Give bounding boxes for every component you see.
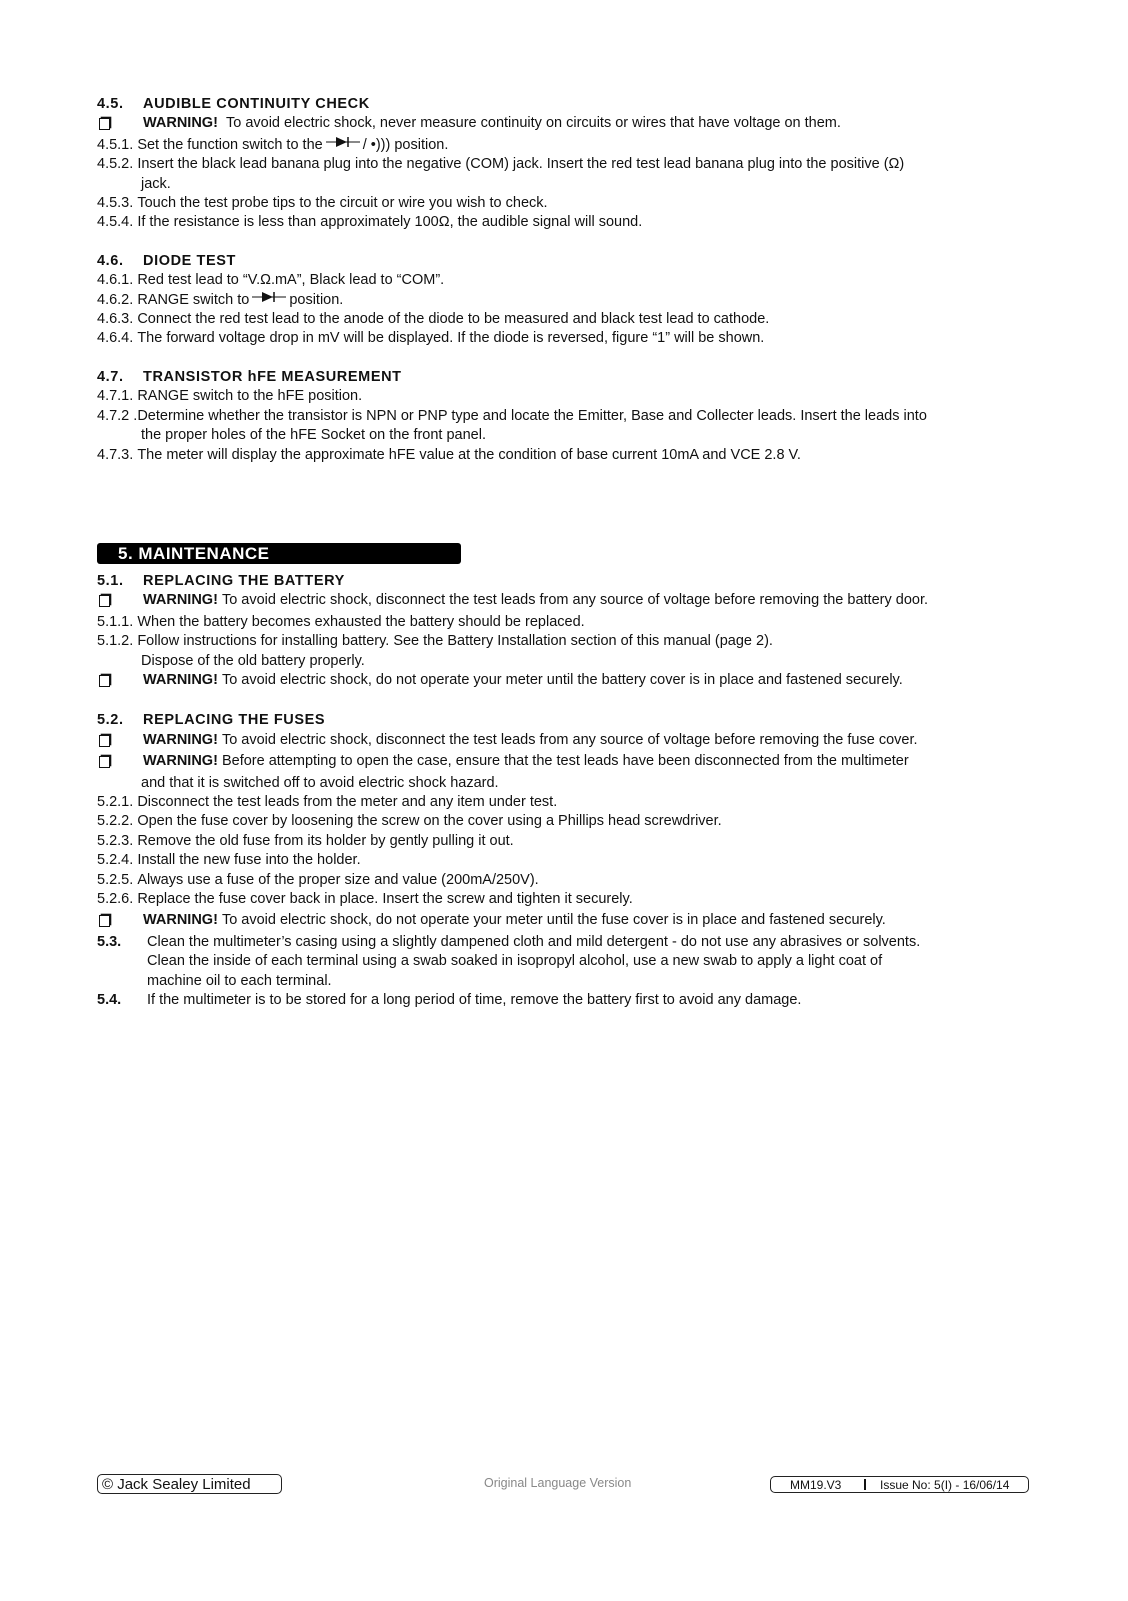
list-item: 4.5.2. Insert the black lead banana plug into the negative (COM) jack. Insert the red test lead banana plug into the positive (Ω) xyxy=(97,156,905,173)
checkbox-bullet-icon xyxy=(97,671,143,692)
paragraph-continuation: machine oil to each terminal. xyxy=(147,972,332,989)
warning-line: WARNING! To avoid electric shock, disconnect the test leads from any source of voltage before removing the fuse cover. xyxy=(97,731,1047,752)
issue-box xyxy=(770,1476,1029,1493)
list-item: 4.5.1. Set the function switch to the / •))) position. xyxy=(97,136,449,153)
list-item: 5.1.1. When the battery becomes exhausted the battery should be replaced. xyxy=(97,613,585,630)
model-code: MM19.V3 xyxy=(790,1477,842,1492)
manual-page xyxy=(97,95,1047,1010)
list-item-continuation: the proper holes of the hFE Socket on the front panel. xyxy=(141,427,486,444)
list-item: 5.2.6. Replace the fuse cover back in place. Insert the screw and tighten it securely. xyxy=(97,891,633,907)
diode-symbol-icon xyxy=(326,136,360,148)
section-heading-5-2: 5.2. REPLACING THE FUSES xyxy=(97,712,326,729)
list-item: 4.7.1. RANGE switch to the hFE position. xyxy=(97,388,363,405)
paragraph-continuation: Clean the inside of each terminal using a swab soaked in isopropyl alcohol, use a new swab to apply a light coat of xyxy=(147,953,883,970)
issue-number: Issue No: 5(I) - 16/06/14 xyxy=(880,1477,1010,1492)
list-item: 4.7.3. The meter will display the approximate hFE value at the condition of base current 10mA and VCE 2.8 V. xyxy=(97,446,801,463)
warning-line: WARNING! To avoid electric shock, never measure continuity on circuits or wires that have voltage on them. xyxy=(97,114,1047,135)
paragraph-5-3: 5.3. Clean the multimeter’s casing using a slightly dampened cloth and mild detergent - do not use any abrasives or solvents. xyxy=(97,933,921,950)
warning-line: WARNING! To avoid electric shock, disconnect the test leads from any source of voltage before removing the battery door. xyxy=(97,591,1047,612)
checkbox-bullet-icon xyxy=(97,911,143,932)
section-heading-4-5: 4.5. AUDIBLE CONTINUITY CHECK xyxy=(97,96,370,112)
diode-symbol-icon xyxy=(252,291,286,303)
list-item: 5.2.1. Disconnect the test leads from the meter and any item under test. xyxy=(97,793,558,810)
list-item: 5.2.3. Remove the old fuse from its holder by gently pulling it out. xyxy=(97,832,514,849)
list-item: 4.6.4. The forward voltage drop in mV will be displayed. If the diode is reversed, figure “1” will be shown. xyxy=(97,330,765,347)
list-item: 5.1.2. Follow instructions for installing battery. See the Battery Installation section of this manual (page 2). xyxy=(97,633,773,650)
checkbox-bullet-icon xyxy=(97,731,143,752)
list-item: 4.6.3. Connect the red test lead to the anode of the diode to be measured and black test lead to cathode. xyxy=(97,311,770,328)
separator-bar xyxy=(864,1479,866,1490)
language-version-note: Original Language Version xyxy=(484,1476,632,1490)
warning-line: WARNING! Before attempting to open the case, ensure that the test leads have been disconnected from the multimeter xyxy=(97,752,1047,773)
warning-line: WARNING! To avoid electric shock, do not operate your meter until the fuse cover is in place and fastened securely. xyxy=(97,911,1047,932)
list-item: 5.2.2. Open the fuse cover by loosening the screw on the cover using a Phillips head screwdriver. xyxy=(97,813,722,830)
section-bar-maintenance: 5. MAINTENANCE xyxy=(97,543,461,564)
checkbox-bullet-icon xyxy=(97,591,143,612)
list-item: 5.2.5. Always use a fuse of the proper size and value (200mA/250V). xyxy=(97,871,539,888)
list-item: 5.2.4. Install the new fuse into the holder. xyxy=(97,852,361,869)
list-item: 4.5.4. If the resistance is less than approximately 100Ω, the audible signal will sound. xyxy=(97,214,643,231)
list-item: 4.6.1. Red test lead to “V.Ω.mA”, Black lead to “COM”. xyxy=(97,272,445,289)
paragraph-5-4: 5.4. If the multimeter is to be stored for a long period of time, remove the battery first to avoid any damage. xyxy=(97,992,802,1009)
list-item: 4.5.3. Touch the test probe tips to the circuit or wire you wish to check. xyxy=(97,195,548,212)
page-footer xyxy=(0,1474,1128,1496)
checkbox-bullet-icon xyxy=(97,114,143,135)
copyright-box: © Jack Sealey Limited xyxy=(97,1474,282,1494)
warning-continuation: and that it is switched off to avoid electric shock hazard. xyxy=(141,774,499,791)
warning-line: WARNING! To avoid electric shock, do not operate your meter until the battery cover is in place and fastened securely. xyxy=(97,671,1047,692)
section-heading-5-1: 5.1. REPLACING THE BATTERY xyxy=(97,572,345,589)
section-heading-4-6: 4.6. DIODE TEST xyxy=(97,252,237,269)
section-heading-4-7: 4.7. TRANSISTOR hFE MEASUREMENT xyxy=(97,368,402,385)
list-item: 4.6.2. RANGE switch to position. xyxy=(97,291,344,308)
checkbox-bullet-icon xyxy=(97,752,143,773)
list-item-continuation: jack. xyxy=(141,175,171,192)
list-item: 4.7.2 . Determine whether the transistor is NPN or PNP type and locate the Emitter, Base and Collecter leads. Insert the leads into xyxy=(97,407,927,424)
list-item-continuation: Dispose of the old battery properly. xyxy=(141,652,365,669)
